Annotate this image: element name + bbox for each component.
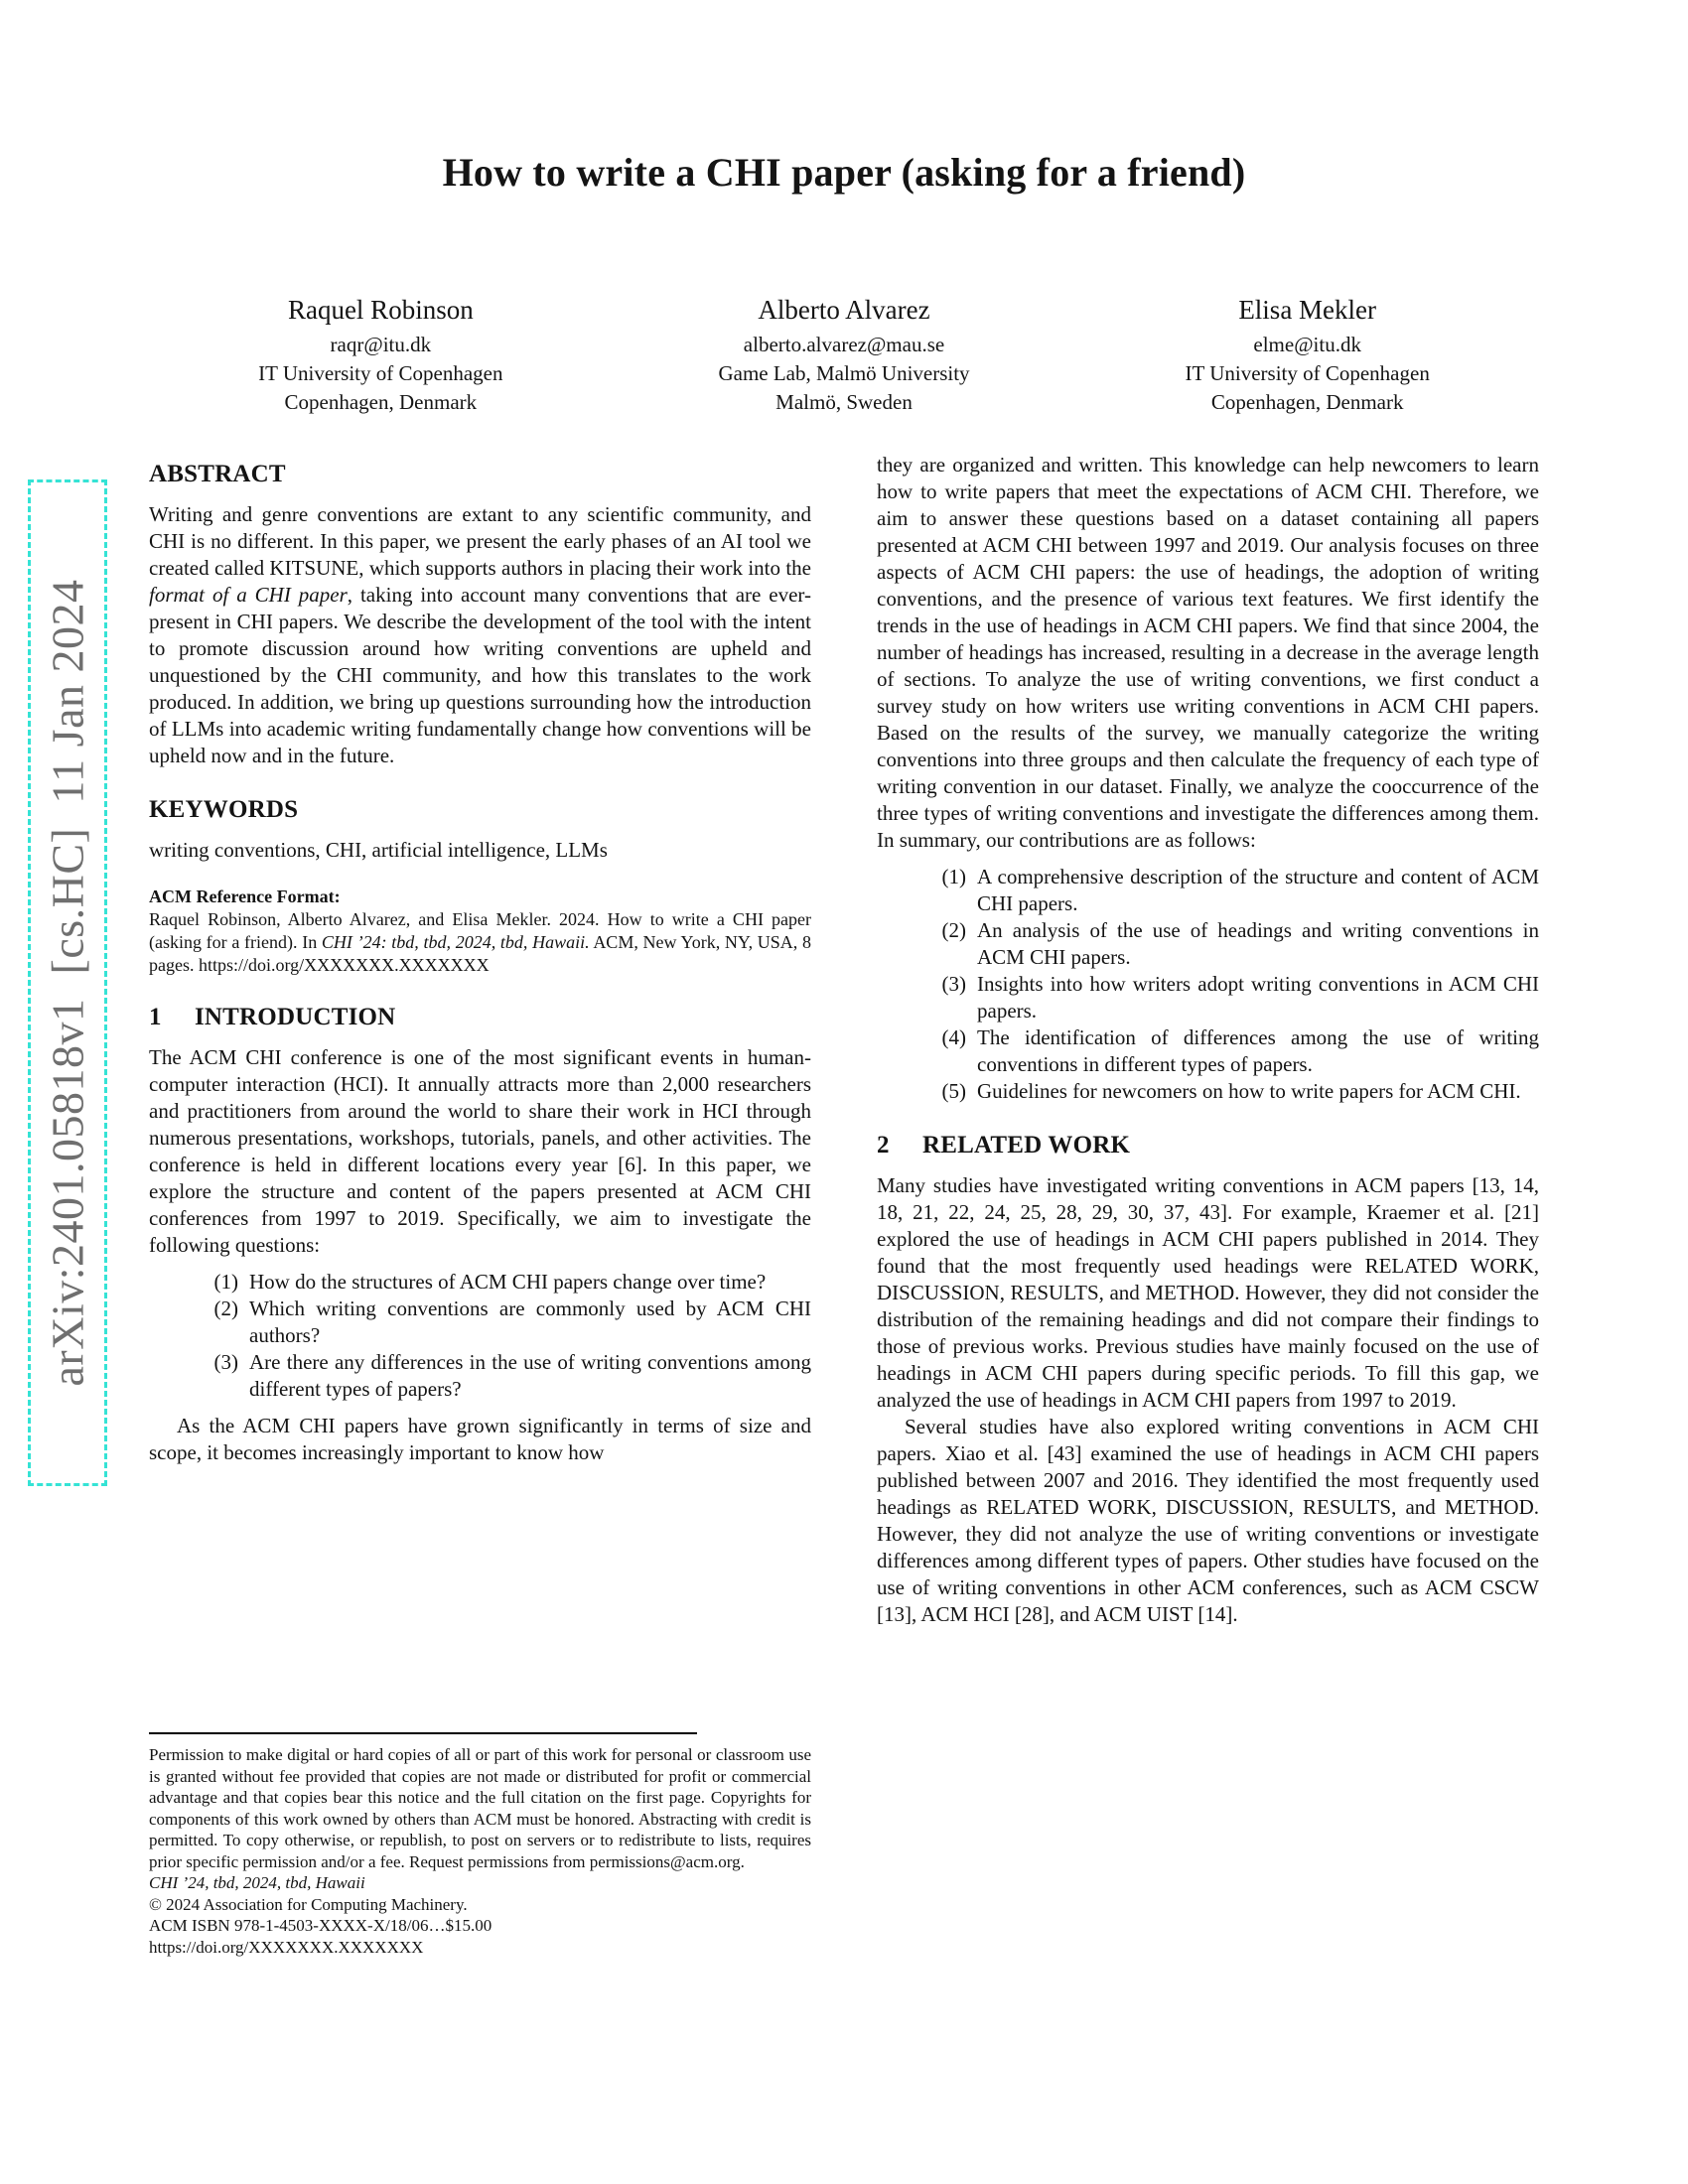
research-question-item [149,1296,811,1349]
arxiv-watermark-box [28,479,107,1486]
section-heading-related-work [877,1131,1539,1160]
author-name: Elisa Mekler [1238,295,1377,325]
list-item-number: (1) [213,1270,238,1294]
page-title: How to write a CHI paper (asking for a friend) [442,150,1246,195]
author-block [613,293,1076,417]
list-item-number: (1) [941,865,966,888]
acm-reference-text: Raquel Robinson, Alberto Alvarez, and Elisa Mekler. 2024. How to write a CHI paper (asking for a friend). In [149,909,811,952]
author-affiliation: IT University of Copenhagen [1185,361,1430,385]
footnote-doi-link[interactable]: https://doi.org/XXXXXXX.XXXXXXX [149,1937,424,1957]
footnote-venue: CHI ’24, tbd, 2024, tbd, Hawaii [149,1873,365,1892]
author-name: Raquel Robinson [287,295,474,325]
author-name: Alberto Alvarez [758,295,930,325]
body-columns [149,452,1539,1628]
research-question-item [149,1349,811,1403]
list-item-text: Guidelines for newcomers on how to write papers for ACM CHI. [977,1079,1521,1103]
author-affiliation: IT University of Copenhagen [258,361,503,385]
section-heading-keywords: KEYWORDS [149,796,299,823]
author-block [149,293,613,417]
keywords-text: writing conventions, CHI, artificial intelligence, LLMs [149,838,608,862]
author-block [1075,293,1539,417]
author-affiliation: Game Lab, Malmö University [718,361,970,385]
contribution-item [877,917,1539,971]
author-affiliation: Copenhagen, Denmark [1210,390,1404,414]
arxiv-watermark-text: arXiv:2401.05818v1 [cs.HC] 11 Jan 2024 [42,579,93,1387]
section-heading-introduction [149,1003,811,1032]
footnote-copyright: © 2024 Association for Computing Machinery. [149,1894,468,1914]
research-question-item [149,1269,811,1296]
abstract-text [149,501,811,769]
acm-reference-label: ACM Reference Format: [149,887,341,906]
list-item-number: (5) [941,1079,966,1103]
list-item-number: (2) [941,918,966,942]
acm-reference-format [149,886,811,977]
list-item-number: (4) [941,1025,966,1049]
intro-paragraph-1: The ACM CHI conference is one of the most significant events in human-computer interaction (HCI). It annually attracts more than 2,000 researchers and practitioners from around the world to share their work in HCI through numerous presentations, workshops, tutorials, panels, and other activities. The conference is held in different locations every year [6]. In this paper, we explore the structure and content of the papers presented at ACM CHI conferences from 1997 to 2019. Specifically, we aim to investigate the following questions: [149,1045,811,1257]
abstract-text-part: , taking into account many conventions that are ever-present in CHI papers. We describe the development of the tool with the intent to promote discussion around how writing conventions are upheld and unquestioned by the CHI community, and how this translates to the work produced. In addition, we bring up questions surrounding how the introduction of LLMs into academic writing fundamentally change how conventions will be upheld now and in the future. [149,583,811,767]
abstract-text-part: Writing and genre conventions are extant to any scientific community, and CHI is no different. In this paper, we present the early phases of an AI tool we created called KITSUNE, which supports authors in placing their work into the [149,502,811,580]
author-affiliation: Malmö, Sweden [775,390,913,414]
contribution-item [877,1024,1539,1078]
abstract-text-italic: format of a CHI paper [149,583,348,607]
list-item-text: How do the structures of ACM CHI papers change over time? [249,1270,767,1294]
list-item-text: An analysis of the use of headings and writing conventions in ACM CHI papers. [977,918,1539,969]
section-heading-abstract: ABSTRACT [149,461,286,487]
list-item-text: A comprehensive description of the structure and content of ACM CHI papers. [977,865,1539,915]
author-email: elme@itu.dk [1253,333,1361,356]
author-email: alberto.alvarez@mau.se [743,333,945,356]
related-work-paragraph-2: Several studies have also explored writing conventions in ACM CHI papers. Xiao et al. [43] examined the use of headings in ACM CHI papers published between 2007 and 2016. They identified the most frequently used headings as RELATED WORK, DISCUSSION, RESULTS, and METHOD. However, they did not analyze the use of writing conventions or investigate differences among different types of papers. Other studies have focused on the use of writing conventions in other ACM conferences, such as ACM CSCW [13], ACM HCI [28], and ACM UIST [14]. [877,1415,1539,1626]
list-item-text: The identification of differences among the use of writing conventions in different types of papers. [977,1025,1539,1076]
section-number: 1 [149,1004,162,1030]
acm-reference-text: ACM, New York, NY, USA, 8 pages. [149,932,812,975]
list-item-text: Insights into how writers adopt writing conventions in ACM CHI papers. [977,972,1539,1023]
list-item-text: Which writing conventions are commonly used by ACM CHI authors? [249,1297,811,1347]
contribution-item [877,971,1539,1024]
list-item-number: (2) [213,1297,238,1320]
related-work-paragraph-1: Many studies have investigated writing conventions in ACM papers [13, 14, 18, 21, 22, 24, 25, 28, 29, 30, 37, 43]. For example, Kraemer et al. [21] explored the use of headings in ACM CHI papers published in 2014. They found that the most frequently used headings were RELATED WORK, DISCUSSION, RESULTS, and METHOD. However, they did not consider the distribution of the remaining headings and did not compare their findings to those of previous works. Previous studies have mainly focused on the use of headings in ACM CHI papers during specific periods. To fill this gap, we analyzed the use of headings in ACM CHI papers from 1997 to 2019. [877,1173,1539,1412]
list-item-number: (3) [941,972,966,996]
intro-paragraph-2: As the ACM CHI papers have grown significantly in terms of size and scope, it becomes increasingly important to know how [149,1414,811,1464]
author-email: raqr@itu.dk [330,333,432,356]
contribution-item [877,864,1539,917]
section-title: INTRODUCTION [195,1004,396,1030]
research-questions-list [149,1269,811,1403]
right-column [877,452,1539,1628]
footnote-isbn: ACM ISBN 978-1-4503-XXXX-X/18/06…$15.00 [149,1916,492,1935]
footnote-rule [149,1732,697,1734]
author-affiliation: Copenhagen, Denmark [284,390,478,414]
contributions-list [877,864,1539,1105]
left-column [149,452,811,1628]
footnote-block [149,1732,811,1958]
list-item-number: (3) [213,1350,238,1374]
contribution-item [877,1078,1539,1105]
authors-row [149,293,1539,417]
footnote-permission: Permission to make digital or hard copies of all or part of this work for personal or classroom use is granted without fee provided that copies are not made or distributed for profit or commercial advantage and that copies bear this notice and the full citation on the first page. Copyrights for components of this work owned by others than ACM must be honored. Abstracting with credit is permitted. To copy otherwise, or republish, to post on servers or to redistribute to lists, requires prior specific permission and/or a fee. Request permissions from permissions@acm.org. [149,1745,811,1871]
section-number: 2 [877,1132,890,1159]
acm-reference-venue: CHI ’24: tbd, tbd, 2024, tbd, Hawaii. [321,932,590,952]
intro-continuation-paragraph: they are organized and written. This knowledge can help newcomers to learn how to write papers that meet the expectations of ACM CHI. Therefore, we aim to answer these questions based on a dataset containing all papers presented at ACM CHI between 1997 and 2019. Our analysis focuses on three aspects of ACM CHI papers: the use of headings, the adoption of writing conventions, and the presence of various text features. We first identify the trends in the use of headings in ACM CHI papers. We find that since 2004, the number of headings has increased, resulting in a decrease in the average length of sections. To analyze the use of writing conventions, we first conduct a survey study on how writers use writing conventions in ACM CHI papers. Based on the results of the survey, we manually categorize the writing conventions into three groups and then calculate the frequency of each type of writing convention in our dataset. Finally, we analyze the cooccurrence of the three types of writing conventions and investigate the differences among them. In summary, our contributions are as follows: [877,453,1539,852]
list-item-text: Are there any differences in the use of writing conventions among different types of papers? [249,1350,811,1401]
section-title: RELATED WORK [922,1132,1131,1159]
doi-link[interactable]: https://doi.org/XXXXXXX.XXXXXXX [198,955,490,975]
